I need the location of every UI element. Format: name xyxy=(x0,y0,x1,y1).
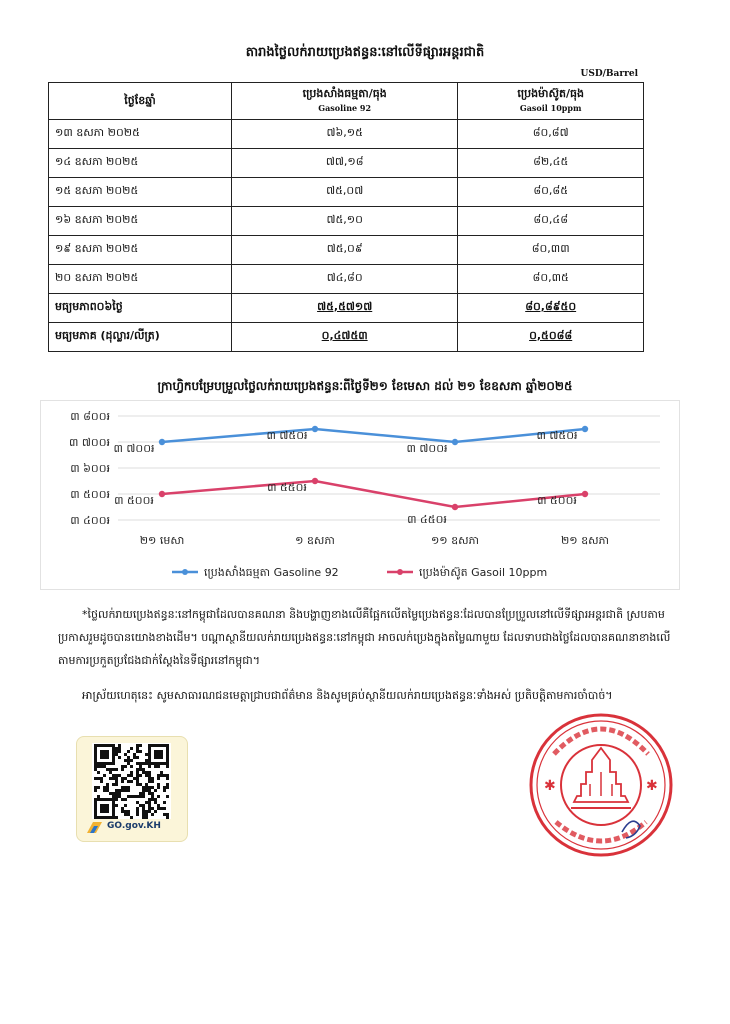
y-tick-label: ៣ ៦០០៛ xyxy=(70,462,110,475)
header-gasoil: ប្រេងម៉ាស៊ូត/ធុង Gasoil 10ppm xyxy=(458,83,644,120)
average-gasoil: ៨០,៨៩៥០ xyxy=(458,294,644,323)
header-date: ថ្ងៃខែឆ្នាំ xyxy=(49,83,232,120)
row-gasoil: ៨០,៨៧ xyxy=(458,120,644,149)
y-tick-label: ៣ ៨០០៛ xyxy=(70,410,110,423)
row-gasoil: ៨០,៣៥ xyxy=(458,265,644,294)
data-label: ៣ ៤៥០៛ xyxy=(407,513,447,526)
legend-marker xyxy=(397,569,403,575)
average-row xyxy=(49,294,644,323)
data-point xyxy=(312,426,318,432)
row-gasoline: ៧៥,០៧ xyxy=(232,178,458,207)
svg-text:✱: ✱ xyxy=(646,778,658,794)
row-gasoil: ៨០,៤៨ xyxy=(458,207,644,236)
row-gasoline: ៧៤,៨០ xyxy=(232,265,458,294)
average-label: មធ្យមភាព០៦ថ្ងៃ xyxy=(49,294,232,323)
data-label: ៣ ៥០០៛ xyxy=(537,494,577,507)
qr-code-icon xyxy=(85,743,179,819)
y-tick-label: ៣ ៧០០៛ xyxy=(69,436,110,449)
row-gasoline: ៧៥,០៩ xyxy=(232,236,458,265)
table-row xyxy=(49,265,644,294)
average-gasoline: ៧៥,៥៧១៧ xyxy=(232,294,458,323)
average-liter-gasoil: ០,៥០៨៨ xyxy=(458,323,644,352)
qr-site-label: GO.gov.KH xyxy=(107,821,161,831)
row-date: ១៥ ឧសភា ២០២៥ xyxy=(49,178,232,207)
data-label: ៣ ៧០០៛ xyxy=(406,442,448,455)
qr-card[interactable] xyxy=(76,736,188,842)
data-label: ៣ ៧៥០៛ xyxy=(266,429,308,442)
chart-title: ក្រាហ្វិកបម្រែបម្រួលថ្លៃលក់រាយប្រេងឥន្ធនៈពីថ្ងៃទី២១ ខែមេសា ដល់ ២១ ខែឧសភា ឆ្នាំ២០២៥ xyxy=(157,379,573,393)
data-label: ៣ ៧៥០៛ xyxy=(536,429,578,442)
data-point xyxy=(159,491,165,497)
legend-entry: ប្រេងម៉ាស៊ូត Gasoil 10ppm xyxy=(419,566,548,579)
row-gasoil: ៨២,៤៥ xyxy=(458,149,644,178)
table-row xyxy=(49,178,644,207)
x-tick-label: ១ ឧសភា xyxy=(295,534,335,547)
y-tick-label: ៣ ៥០០៛ xyxy=(70,488,110,501)
document-title: តារាងថ្លៃលក់រាយប្រេងឥន្ធនៈនៅលើទីផ្សារអន្តរជាតិ xyxy=(245,45,485,60)
row-date: ១៦ ឧសភា ២០២៥ xyxy=(49,207,232,236)
average-liter-row xyxy=(49,323,644,352)
row-date: ២០ ឧសភា ២០២៥ xyxy=(49,265,232,294)
data-label: ៣ ៥០០៛ xyxy=(114,494,154,507)
go-gov-logo-icon xyxy=(87,822,102,833)
table-row xyxy=(49,120,644,149)
legend-marker xyxy=(182,569,188,575)
row-gasoline: ៧៧,១៨ xyxy=(232,149,458,178)
x-tick-label: ១១ ឧសភា xyxy=(430,534,480,547)
table-row xyxy=(49,207,644,236)
y-tick-label: ៣ ៤០០៛ xyxy=(70,514,110,527)
row-gasoline: ៧៥,១០ xyxy=(232,207,458,236)
conclusion-paragraph: អាស្រ័យហេតុនេះ សូមសាធារណជនមេត្តាជ្រាបជាព័ត៌មាន និងសូមគ្រប់ស្ថានីយលក់រាយប្រេងឥន្ធនៈទាំងអស់ ប្រតិបត្តិតាមការចាំបាច់។ xyxy=(82,689,613,702)
row-date: ១៣ ឧសភា ២០២៥ xyxy=(49,120,232,149)
table-row xyxy=(49,149,644,178)
official-seal-icon xyxy=(526,710,676,860)
data-point xyxy=(159,439,165,445)
row-date: ១៤ ឧសភា ២០២៥ xyxy=(49,149,232,178)
data-label: ៣ ៥៥០៛ xyxy=(267,481,307,494)
average-liter-gasoline: ០,៤៧៥៣ xyxy=(232,323,458,352)
table-row xyxy=(49,236,644,265)
data-point xyxy=(312,478,318,484)
data-point xyxy=(582,491,588,497)
data-point xyxy=(452,439,458,445)
series-line xyxy=(162,429,585,442)
note-paragraph: *ថ្លៃលក់រាយប្រេងឥន្ធនៈនៅកម្ពុជាដែលបានគណនា និងបង្ហាញខាងលើគឺផ្អែកលើតម្លៃប្រេងឥន្ធនៈដែលបានប្រែប្រួលនៅលើទីផ្សារអន្តរជាតិ ស្របតាមប្រកាសរួមដូចបានយោងខាងដើម។ បណ្តាស្ថានីយលក់រាយប្រេងឥន្ធនៈនៅកម្ពុជា អាចលក់ប្រេងក្នុងតម្លៃណាមួយ ដែលទាបជាងថ្លៃដែលបានគណនាខាងលើ តាមការប្រកួតប្រជែងជាក់ស្តែងនៃទីផ្សារនៅកម្ពុជា។ xyxy=(58,608,671,667)
row-gasoil: ៨០,៨៥ xyxy=(458,178,644,207)
row-date: ១៩ ឧសភា ២០២៥ xyxy=(49,236,232,265)
data-label: ៣ ៧០០៛ xyxy=(113,442,155,455)
x-tick-label: ២១ មេសា xyxy=(139,534,185,547)
table-header-row xyxy=(49,83,644,120)
data-point xyxy=(582,426,588,432)
x-tick-label: ២១ ឧសភា xyxy=(560,534,610,547)
legend-entry: ប្រេងសាំងធម្មតា Gasoline 92 xyxy=(204,566,339,579)
price-line-chart xyxy=(40,400,680,590)
row-gasoline: ៧៦,១៥ xyxy=(232,120,458,149)
svg-text:✱: ✱ xyxy=(544,778,556,794)
unit-label: USD/Barrel xyxy=(580,69,638,79)
data-point xyxy=(452,504,458,510)
header-gasoline: ប្រេងសាំងធម្មតា/ធុង Gasoline 92 xyxy=(232,83,458,120)
average-liter-label: មធ្យមភាគ (ដុល្លារ/លីត្រ) xyxy=(49,323,232,352)
row-gasoil: ៨០,៣៣ xyxy=(458,236,644,265)
price-table xyxy=(48,82,644,352)
